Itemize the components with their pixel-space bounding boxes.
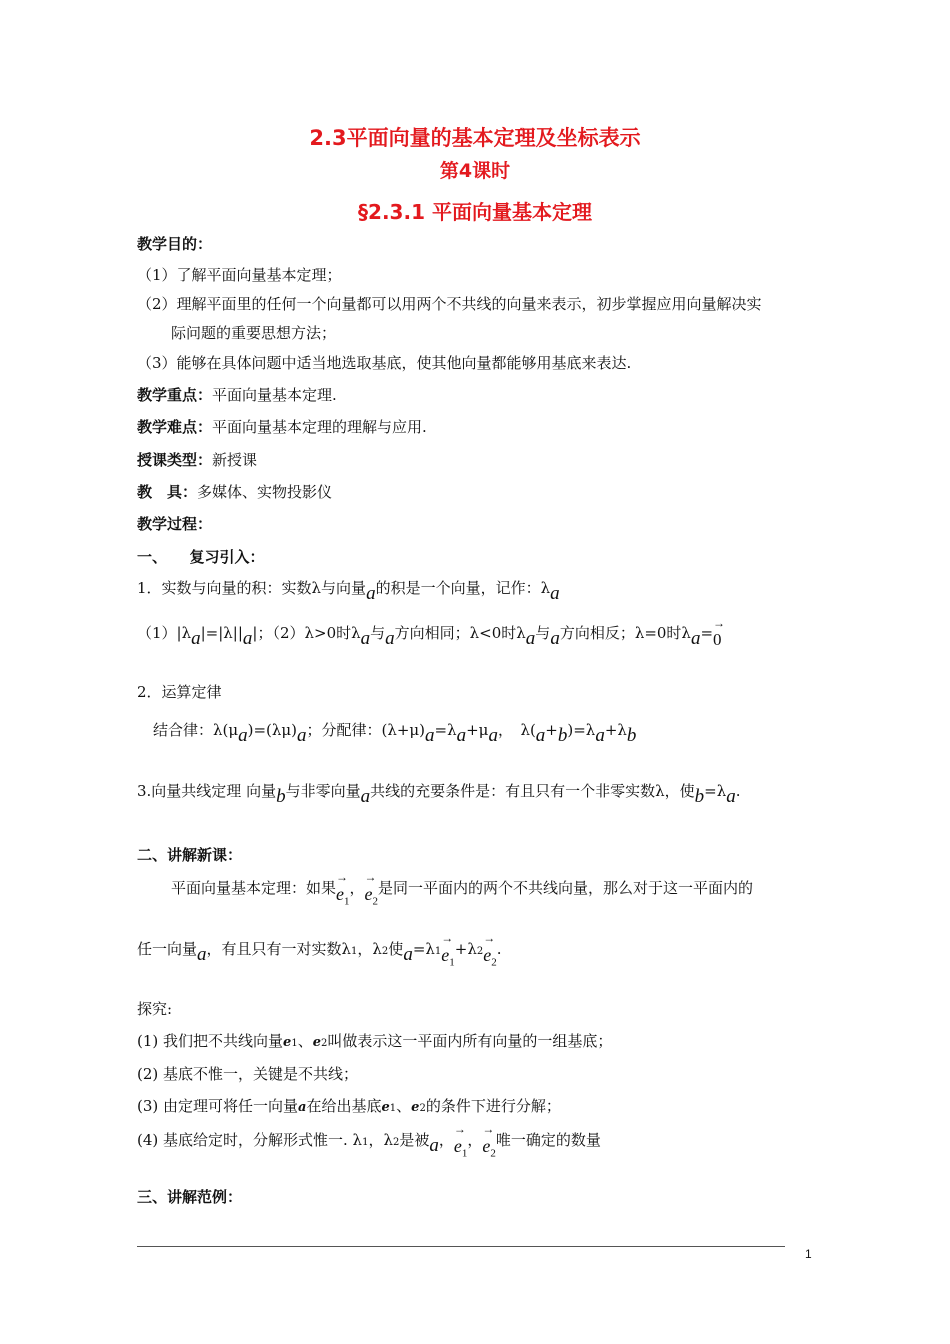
subscript: 1 bbox=[449, 956, 455, 969]
vector-a: a bbox=[403, 944, 413, 965]
zero-digit: 0 bbox=[713, 630, 722, 649]
text-run: 使 bbox=[388, 940, 404, 958]
vector-a: a bbox=[425, 725, 435, 746]
vector-a: a bbox=[191, 628, 201, 649]
subscript: 2 bbox=[392, 1137, 400, 1148]
vector-a: a bbox=[595, 725, 605, 746]
text-run: 叫做表示这一平面内所有向量的一组基底； bbox=[327, 1032, 613, 1050]
e-letter: e bbox=[483, 945, 492, 965]
explore-item-2: (2) 基底不惟一，关键是不共线； bbox=[137, 1065, 359, 1083]
basis-e2: e bbox=[411, 1100, 420, 1115]
goal-item-2-cont: 际问题的重要思想方法； bbox=[171, 324, 337, 342]
text-run: 1．实数与向量的积：实数λ与向量 bbox=[137, 579, 367, 597]
subscript: 1 bbox=[344, 895, 350, 908]
text-run: (1) 我们把不共线向量 bbox=[137, 1032, 284, 1050]
examples-heading: 三、讲解范例： bbox=[137, 1188, 243, 1206]
text-run: 的条件下进行分解； bbox=[425, 1097, 561, 1115]
vector-e1 bbox=[453, 1122, 468, 1160]
subscript: 2 bbox=[320, 1038, 328, 1049]
zero-vector bbox=[713, 616, 726, 650]
text-run: ，λ bbox=[368, 1131, 393, 1149]
explore-label: 探究: bbox=[137, 1000, 173, 1018]
text-run: =λ bbox=[704, 782, 727, 800]
explore-item-3 bbox=[137, 1095, 561, 1116]
text-run: |=|λ|| bbox=[200, 624, 243, 642]
subscript: 1 bbox=[351, 946, 358, 957]
arrow-icon: → bbox=[441, 931, 454, 945]
review-point-2: 2．运算定律 bbox=[137, 683, 222, 701]
e-letter: e bbox=[453, 1136, 462, 1156]
subscript: 2 bbox=[381, 946, 389, 957]
vector-a: a bbox=[297, 725, 307, 746]
text-run: ， λ( bbox=[497, 721, 536, 739]
text-run: (3) 由定理可将任一向量 bbox=[137, 1097, 299, 1115]
teaching-tools-value: 多媒体、实物投影仪 bbox=[197, 483, 333, 501]
lesson-type-value: 新授课 bbox=[212, 451, 258, 469]
text-run: )=λ bbox=[567, 721, 596, 739]
vector-b: b bbox=[557, 725, 568, 746]
text-run: 方向相反；λ=0时λ bbox=[559, 624, 691, 642]
text-run: 方向相同；λ<0时λ bbox=[394, 624, 526, 642]
text-run: 是同一平面内的两个不共线向量，那么对于这一平面内的 bbox=[378, 879, 754, 897]
bold-vector-a: a bbox=[298, 1100, 307, 1115]
basis-e2: e bbox=[312, 1035, 321, 1050]
key-point-label: 教学重点： bbox=[137, 386, 213, 404]
subscript: 1 bbox=[389, 1103, 397, 1114]
e-letter: e bbox=[482, 1136, 491, 1156]
vector-b: b bbox=[626, 725, 637, 746]
text-run: 任一向量 bbox=[137, 940, 198, 958]
arrow-icon: → bbox=[336, 870, 349, 884]
vector-a: a bbox=[488, 725, 498, 746]
main-title: 2.3平面向量的基本定理及坐标表示 bbox=[309, 126, 641, 150]
theorem-line-2 bbox=[137, 931, 502, 969]
text-run: 与 bbox=[370, 624, 386, 642]
e-letter: e bbox=[336, 884, 345, 904]
subscript: 1 bbox=[362, 1137, 369, 1148]
vector-a: a bbox=[197, 944, 207, 965]
collinear-theorem bbox=[137, 780, 741, 807]
subscript: 1 bbox=[461, 1147, 468, 1160]
vector-a: a bbox=[550, 628, 560, 649]
text-run: 3.向量共线定理 向量 bbox=[137, 782, 277, 800]
text-run: ， bbox=[349, 879, 365, 897]
goal-item-2: （2）理解平面里的任何一个向量都可以用两个不共线的向量来表示，初步掌握应用向量解决实 bbox=[137, 295, 762, 313]
key-point-value: 平面向量基本定理. bbox=[212, 386, 337, 404]
teaching-tools bbox=[137, 481, 332, 502]
vector-e1 bbox=[336, 870, 350, 908]
text-run: +λ bbox=[604, 721, 627, 739]
arrow-icon: → bbox=[483, 931, 496, 945]
basis-e1: e bbox=[381, 1100, 390, 1115]
text-run: (4) 基底给定时，分解形式惟一. λ bbox=[137, 1131, 363, 1149]
vector-a: a bbox=[429, 1135, 439, 1156]
arrow-icon: → bbox=[364, 870, 377, 884]
e-letter: e bbox=[364, 884, 373, 904]
text-run: 结合律：λ(μ bbox=[153, 721, 239, 739]
new-lesson-heading: 二、讲解新课： bbox=[137, 846, 243, 864]
subscript: 2 bbox=[476, 946, 484, 957]
teaching-tools-label: 教 具： bbox=[137, 483, 198, 501]
difficult-point-label: 教学难点： bbox=[137, 418, 213, 436]
theorem-line-1 bbox=[171, 870, 754, 908]
lesson-title: 第4课时 bbox=[439, 160, 511, 182]
key-point bbox=[137, 384, 337, 405]
difficult-point bbox=[137, 416, 427, 437]
vector-a: a bbox=[360, 786, 371, 807]
text-run: )=(λμ) bbox=[247, 721, 297, 739]
vector-a: a bbox=[456, 725, 467, 746]
vector-b: b bbox=[694, 786, 705, 807]
e-letter: e bbox=[441, 945, 450, 965]
text-run: 共线的充要条件是：有且只有一个非零实数λ，使 bbox=[370, 782, 695, 800]
text-run: ；分配律：(λ+μ) bbox=[306, 721, 426, 739]
review-heading: 一、 复习引入： bbox=[137, 548, 265, 566]
text-run: =λ bbox=[412, 940, 435, 958]
text-run: 与 bbox=[535, 624, 551, 642]
vector-a: a bbox=[726, 786, 736, 807]
vector-e2 bbox=[483, 931, 497, 969]
lesson-type bbox=[137, 449, 257, 470]
text-run: ，λ bbox=[357, 940, 382, 958]
explore-item-4 bbox=[137, 1122, 601, 1160]
vector-a: a bbox=[385, 628, 395, 649]
vector-b: b bbox=[276, 786, 286, 807]
vector-a: a bbox=[238, 725, 248, 746]
text-run: . bbox=[496, 940, 502, 958]
subscript: 2 bbox=[490, 1147, 496, 1160]
operation-laws bbox=[153, 719, 637, 746]
text-run: . bbox=[735, 782, 741, 800]
text-run: ， bbox=[438, 1131, 454, 1149]
text-run: （1）|λ bbox=[137, 624, 192, 642]
arrow-icon: → bbox=[482, 1122, 495, 1136]
text-run: + bbox=[545, 721, 558, 739]
review-point-1 bbox=[137, 577, 560, 604]
vector-a: a bbox=[535, 725, 546, 746]
text-run: 的积是一个向量，记作：λ bbox=[375, 579, 551, 597]
vector-e2 bbox=[482, 1122, 496, 1160]
page-number: 1 bbox=[805, 1247, 812, 1261]
lesson-type-label: 授课类型： bbox=[137, 451, 213, 469]
process-heading: 教学过程： bbox=[137, 515, 213, 533]
goal-item-1: （1）了解平面向量基本定理； bbox=[137, 266, 342, 284]
text-run: = bbox=[700, 624, 714, 642]
vector-e2 bbox=[364, 870, 379, 908]
section-title: §2.3.1 平面向量基本定理 bbox=[358, 200, 592, 224]
text-run: 在给出基底 bbox=[306, 1097, 382, 1115]
text-run: ，有且只有一对实数λ bbox=[206, 940, 352, 958]
vector-a: a bbox=[690, 628, 701, 649]
arrow-icon: → bbox=[713, 616, 726, 630]
difficult-point-value: 平面向量基本定理的理解与应用. bbox=[212, 418, 427, 436]
vector-a: a bbox=[366, 583, 376, 604]
text-run: +μ bbox=[466, 721, 489, 739]
text-run: ， bbox=[467, 1131, 483, 1149]
vector-e1 bbox=[441, 931, 455, 969]
explore-item-1 bbox=[137, 1030, 612, 1051]
vector-a: a bbox=[550, 583, 560, 604]
subscript: 2 bbox=[419, 1103, 426, 1114]
text-run: |；（2）λ>0时λ bbox=[252, 624, 361, 642]
vector-a: a bbox=[242, 628, 253, 649]
text-run: 与非零向量 bbox=[285, 782, 361, 800]
text-run: +λ bbox=[454, 940, 477, 958]
arrow-icon: → bbox=[453, 1122, 466, 1136]
text-run: 平面向量基本定理：如果 bbox=[171, 879, 337, 897]
basis-e1: e bbox=[283, 1035, 292, 1050]
subscript: 2 bbox=[372, 895, 379, 908]
goals-heading: 教学目的： bbox=[137, 235, 213, 253]
text-run: 、 bbox=[297, 1032, 313, 1050]
subscript: 1 bbox=[291, 1038, 298, 1049]
text-run: 、 bbox=[396, 1097, 412, 1115]
footer-divider bbox=[137, 1246, 785, 1247]
subscript: 2 bbox=[491, 956, 497, 969]
subscript: 1 bbox=[434, 946, 442, 957]
goal-item-3: （3）能够在具体问题中适当地选取基底，使其他向量都能够用基底来表达. bbox=[137, 354, 632, 372]
vector-a: a bbox=[360, 628, 371, 649]
text-run: =λ bbox=[434, 721, 457, 739]
vector-a: a bbox=[525, 628, 536, 649]
review-properties bbox=[137, 616, 726, 649]
text-run: 是被 bbox=[399, 1131, 430, 1149]
text-run: 唯一确定的数量 bbox=[495, 1131, 601, 1149]
